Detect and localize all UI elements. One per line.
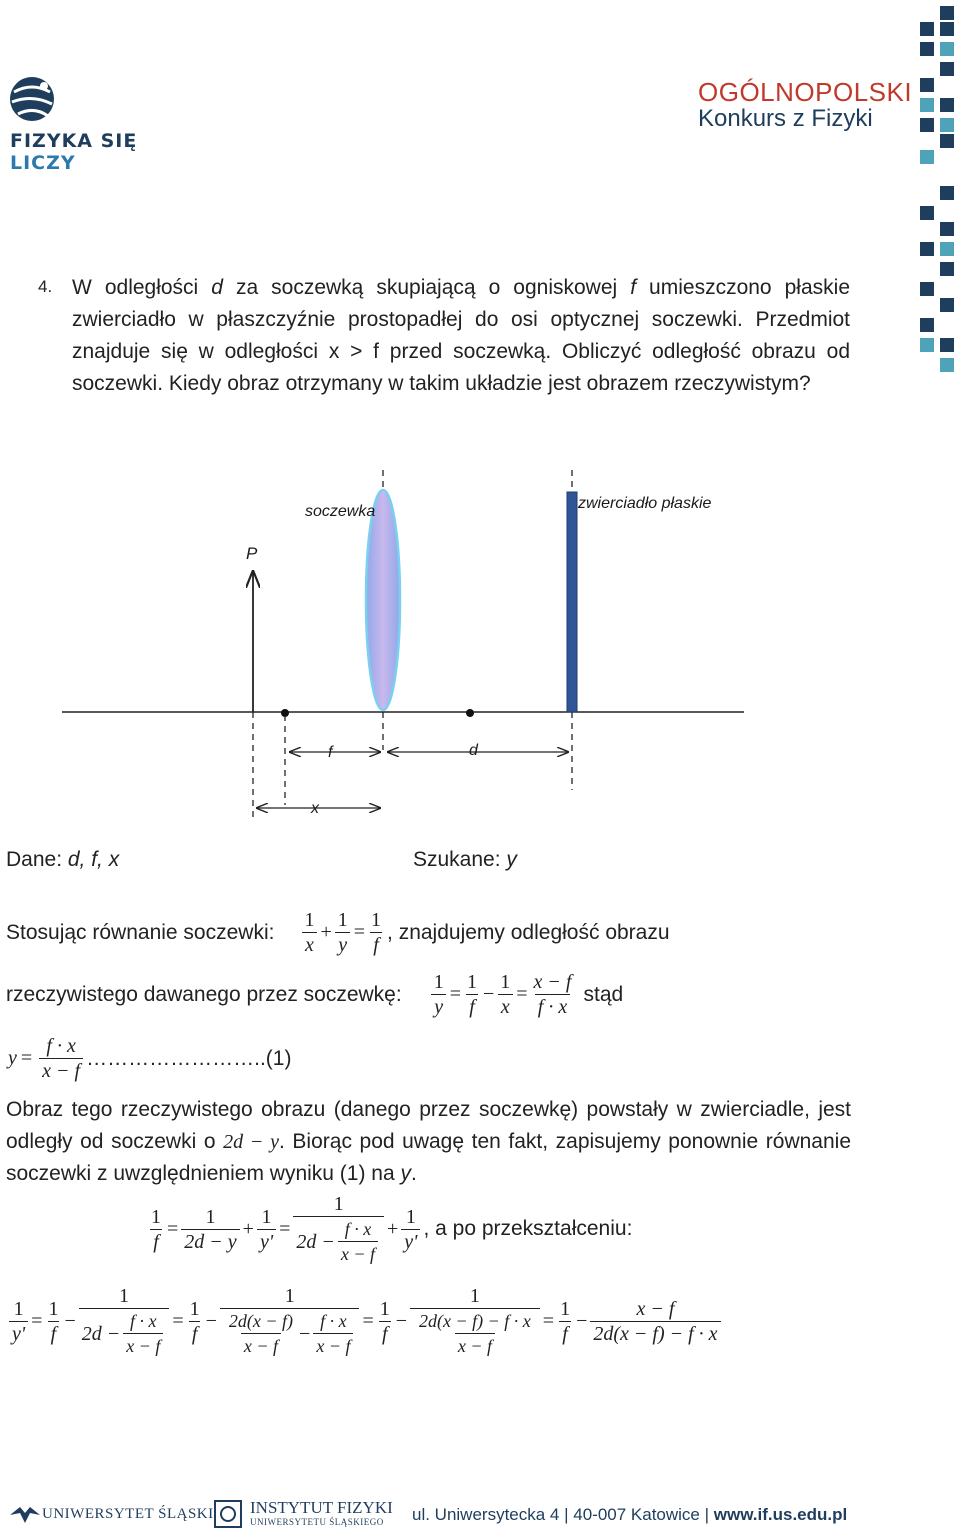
sought-label: Szukane: <box>413 848 507 871</box>
equals-sign: = <box>279 1217 291 1240</box>
final-equation-line <box>6 1284 724 1358</box>
label-p: P <box>246 544 258 563</box>
equals-sign: = <box>167 1217 179 1240</box>
frac-complex-1: 1 2d − $\frac{f \cdot x}{x - f}$ <box>293 1192 384 1266</box>
lens-equation-line <box>6 908 670 957</box>
label-x: x <box>311 800 319 817</box>
equals-sign: = <box>362 1309 374 1332</box>
given-vars: d, f, x <box>67 848 120 871</box>
frac-complex-4: $\frac{1}{\frac{2d(x - f) - f \cdot x}{x - f}}$ <box>410 1284 540 1358</box>
equals-sign: = <box>516 983 528 1005</box>
equals-sign: = <box>353 921 366 943</box>
globe-logo-icon <box>4 72 64 127</box>
problem-text-1: W odległości <box>72 276 212 299</box>
frac-1-yp-b: $\frac{1}{y'}$ <box>401 1205 420 1254</box>
equals-sign: = <box>172 1309 184 1332</box>
frac-1-x-b: $\frac{1}{x}$ <box>497 970 513 1019</box>
sought <box>413 848 517 872</box>
condition: x > f <box>328 340 380 363</box>
frac-complex-3: 1 $\frac{2d(x - f)}{x - f}$ − $\frac{f \cdot x}{x - f}$ <box>220 1284 360 1358</box>
optics-diagram <box>0 460 960 830</box>
frac-1-y: $\frac{1}{y}$ <box>335 908 351 957</box>
problem-number: 4. <box>38 277 53 296</box>
label-mirror: zwierciadło płaskie <box>578 495 712 512</box>
plus-sign: + <box>242 1217 254 1240</box>
focal-point-back <box>466 709 474 717</box>
given <box>6 848 119 872</box>
frac-complex-2: 1 2d − $\frac{f \cdot x}{x - f}$ <box>79 1284 170 1358</box>
minus-sign: − <box>64 1309 76 1332</box>
problem-text-3: umieszczono płaskie zwierciadło w płaszczyźnie prostopadłej do osi optycznej soczewki. Przedmiot znajduje się w odległości <box>72 276 850 363</box>
plus-sign: + <box>387 1217 399 1240</box>
frac-xmf-fx: $\frac{x - f}{f \cdot x}$ <box>533 971 572 1018</box>
frac-1-f: $\frac{1}{f}$ <box>371 909 382 956</box>
problem-text <box>72 272 850 400</box>
frac-1-f-e: $\frac{1}{f}$ <box>189 1297 200 1345</box>
minus-sign: − <box>205 1309 217 1332</box>
para2-b: . Biorąc pod uwagę ten fakt, zapisujemy ponownie równanie soczewki z uwzględnieniem wyniku (1) na <box>6 1130 851 1185</box>
equals-sign: = <box>20 1047 33 1069</box>
sought-var: y <box>506 848 517 871</box>
eq1-y: y <box>8 1047 17 1069</box>
var-f: f <box>630 276 637 299</box>
image-distance-line <box>6 970 623 1019</box>
frac-1-f-c: $\frac{1}{f}$ <box>151 1205 161 1253</box>
frac-1-yp: $\frac{1}{y'}$ <box>257 1205 276 1254</box>
label-lens: soczewka <box>305 503 376 520</box>
para2-y: y <box>400 1162 411 1185</box>
frac-1-f-g: $\frac{1}{f}$ <box>379 1297 390 1345</box>
frac-fx-xmf: $\frac{f \cdot x}{x - f}$ <box>39 1034 83 1083</box>
paragraph-2 <box>6 1094 851 1190</box>
para2-a: Obraz tego rzeczywistego obrazu (danego przez soczewkę) powstały w zwierciadle, jest odległy od soczewki o <box>6 1098 851 1153</box>
frac-1-f-d: $\frac{1}{f}$ <box>48 1297 59 1345</box>
footer-address-line <box>412 1505 847 1525</box>
line2-after: stąd <box>583 982 624 1006</box>
frac-1-yp-c: $\frac{1}{y'}$ <box>9 1297 28 1346</box>
problem-text-4: przed soczewką. Obliczyć odległość obrazu od soczewki. Kiedy obraz otrzymany w takim układzie jest obrazem rzeczywistym? <box>72 340 850 395</box>
para2-end: . <box>411 1162 417 1185</box>
footer-website[interactable]: www.if.us.edu.pl <box>713 1505 848 1524</box>
mirror-equation-line <box>145 1192 632 1266</box>
university-name: UNIWERSYTET ŚLĄSKI <box>42 1506 214 1522</box>
contest-title: OGÓLNOPOLSKI <box>698 77 913 107</box>
footer <box>0 1497 960 1533</box>
label-f: f <box>328 744 333 761</box>
plus-sign: + <box>320 921 332 943</box>
logo-text-1: FIZYKA SIĘ <box>10 130 138 152</box>
frac-1-f-h: $\frac{1}{f}$ <box>560 1297 571 1345</box>
line2-text: rzeczywistego dawanego przez soczewkę: <box>6 982 402 1006</box>
institute-name: INSTYTUT FIZYKI <box>250 1498 393 1517</box>
minus-sign: − <box>482 983 495 1005</box>
decorative-squares <box>918 0 960 380</box>
equals-sign: = <box>31 1309 43 1332</box>
logo <box>4 72 204 174</box>
institute-logo-icon <box>214 1500 242 1528</box>
var-d: d <box>211 276 223 299</box>
logo-text-2: LICZY <box>10 152 76 174</box>
lens-shape <box>366 490 400 710</box>
equals-sign: = <box>449 983 461 1005</box>
institute-subname: UNIWERSYTETU ŚLĄSKIEGO <box>250 1517 384 1527</box>
equals-sign: = <box>542 1309 555 1332</box>
equation-1 <box>8 1034 291 1083</box>
line1-text: Stosując równanie soczewki: <box>6 920 275 944</box>
eq1-dots: ……………………..(1) <box>86 1046 292 1070</box>
frac-1-x: $\frac{1}{x}$ <box>301 908 317 957</box>
frac-1-f-b: $\frac{1}{f}$ <box>466 971 477 1018</box>
footer-address: ul. Uniwersytecka 4 | 40-007 Katowice | <box>412 1505 714 1524</box>
contest-subtitle: Konkurs z Fizyki <box>698 105 873 132</box>
frac-1-y-b: $\frac{1}{y}$ <box>431 970 447 1019</box>
frac-1-2dmy: $\frac{1}{2d - y}$ <box>181 1205 239 1254</box>
problem-text-2: za soczewką skupiającą o ogniskowej <box>222 276 631 299</box>
given-label: Dane: <box>6 848 68 871</box>
mirror-shape <box>567 492 577 712</box>
minus-sign: − <box>395 1309 408 1332</box>
frac-final: $\frac{x - f}{2d(x - f) - f \cdot x}$ <box>590 1297 720 1346</box>
line1-after: , znajdujemy odległość obrazu <box>387 920 670 944</box>
university-eagle-icon <box>8 1501 42 1527</box>
minus-sign: − <box>576 1309 588 1332</box>
para2-math: 2d − y <box>223 1131 279 1153</box>
line3-after: , a po przekształceniu: <box>423 1217 633 1240</box>
label-d: d <box>469 742 478 759</box>
